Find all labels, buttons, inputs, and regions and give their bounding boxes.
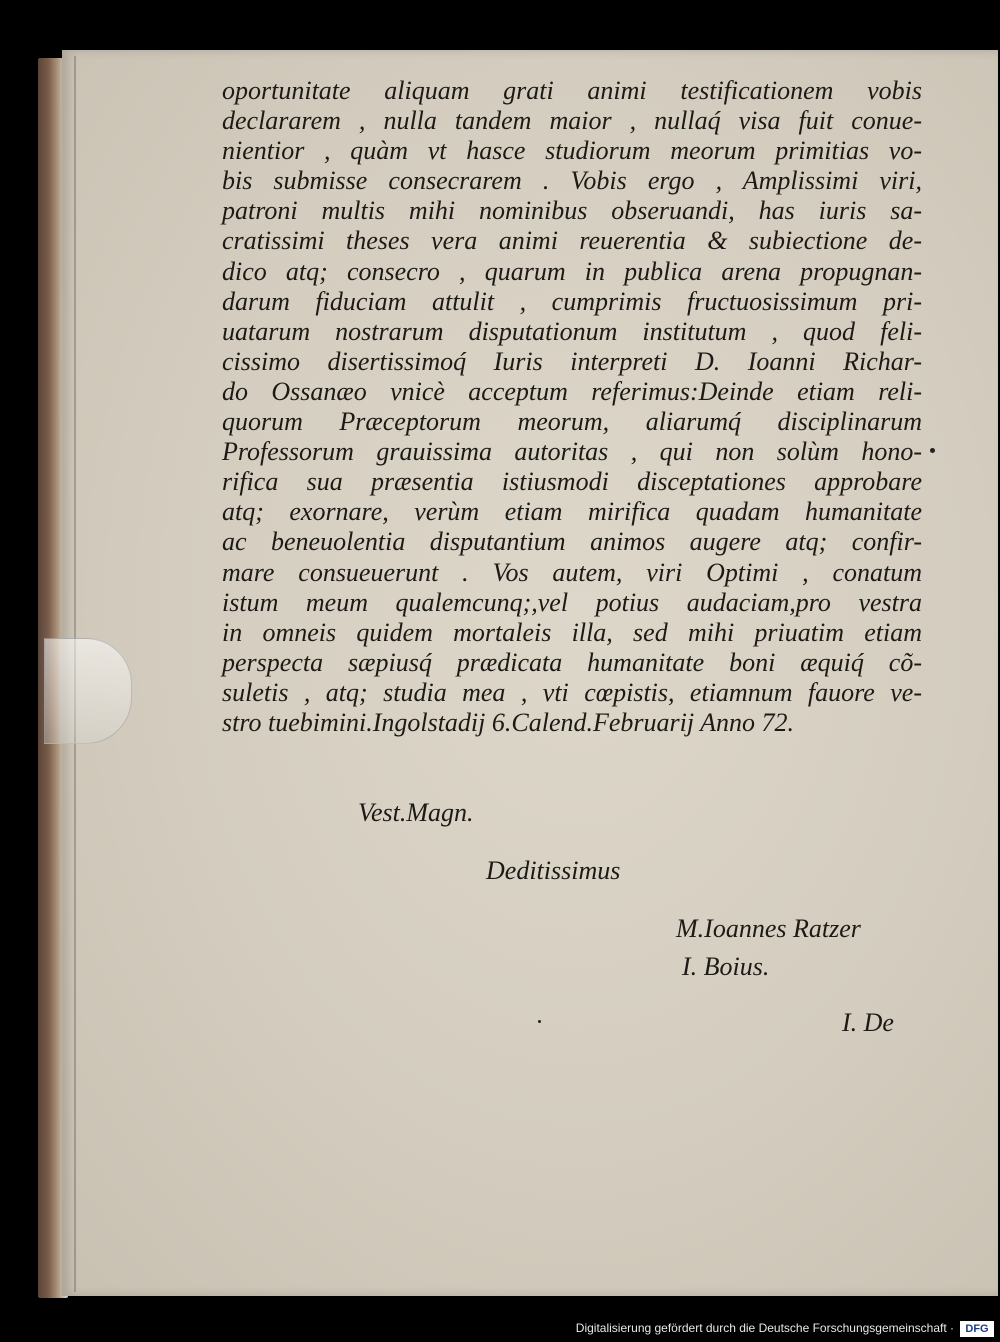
text-line: atq; exornare, verùm etiam mirifica quadam humanitate bbox=[222, 497, 922, 527]
text-line: istum meum qualemcunq;,vel potius audaciam,pro vestra bbox=[222, 587, 922, 617]
text-line: cratissimi theses vera animi reuerentia & subiectione de- bbox=[222, 226, 922, 256]
ink-speck bbox=[930, 448, 935, 453]
text-line: nientior , quàm vt hasce studiorum meorum primitias vo- bbox=[222, 136, 922, 166]
text-line: mare consueuerunt . Vos autem, viri Optimi , conatum bbox=[222, 557, 922, 587]
page-clip bbox=[44, 638, 132, 744]
text-line: suletis , atq; studia mea , vti cœpistis, etiamnum fauore ve- bbox=[222, 677, 922, 707]
text-line: uatarum nostrarum disputationum institutum , quod feli- bbox=[222, 316, 922, 346]
text-line: ac beneuolentia disputantium animos augere atq; confir- bbox=[222, 527, 922, 557]
text-line: quorum Præceptorum meorum, aliarumq́ disciplinarum bbox=[222, 407, 922, 437]
devotion: Deditissimus bbox=[486, 856, 621, 885]
text-line: Professorum grauissima autoritas , qui non solùm hono- bbox=[222, 437, 922, 467]
dfg-logo: DFG bbox=[960, 1321, 994, 1337]
salutation: Vest.Magn. bbox=[358, 798, 474, 827]
author-name: M.Ioannes Ratzer bbox=[676, 914, 861, 943]
catchword: I. De bbox=[842, 1008, 894, 1037]
text-line: patroni multis mihi nominibus obseruandi, has iuris sa- bbox=[222, 196, 922, 226]
text-line: in omneis quidem mortaleis illa, sed mihi priuatim etiam bbox=[222, 617, 922, 647]
body-text bbox=[222, 76, 922, 738]
text-line: dico atq; consecro , quarum in publica arena propugnan- bbox=[222, 256, 922, 286]
text-line: declararem , nulla tandem maior , nullaq́ visa fuit conue- bbox=[222, 106, 922, 136]
text-line: oportunitate aliquam grati animi testificationem vobis bbox=[222, 76, 922, 105]
funding-credit: Digitalisierung gefördert durch die Deutsche Forschungsgemeinschaft · bbox=[575, 1321, 954, 1335]
ink-speck bbox=[538, 1020, 541, 1023]
text-line: rifica sua præsentia istiusmodi disceptationes approbare bbox=[222, 467, 922, 497]
text-line: cissimo disertissimoq́ Iuris interpreti D. Ioanni Richar- bbox=[222, 346, 922, 376]
text-line: darum fiduciam attulit , cumprimis fructuosissimum pri- bbox=[222, 286, 922, 316]
text-line: perspecta sæpiusq́ prædicata humanitate boni æquiq́ cõ- bbox=[222, 647, 922, 677]
footer-bar bbox=[0, 1318, 1000, 1342]
author-origin: I. Boius. bbox=[682, 952, 770, 981]
text-line: stro tuebimini.Ingolstadij 6.Calend.Februarij Anno 72. bbox=[222, 707, 794, 737]
text-line: bis submisse consecrarem . Vobis ergo , Amplissimi viri, bbox=[222, 166, 922, 196]
text-line: do Ossanæo vnicè acceptum referimus:Deinde etiam reli- bbox=[222, 376, 922, 406]
